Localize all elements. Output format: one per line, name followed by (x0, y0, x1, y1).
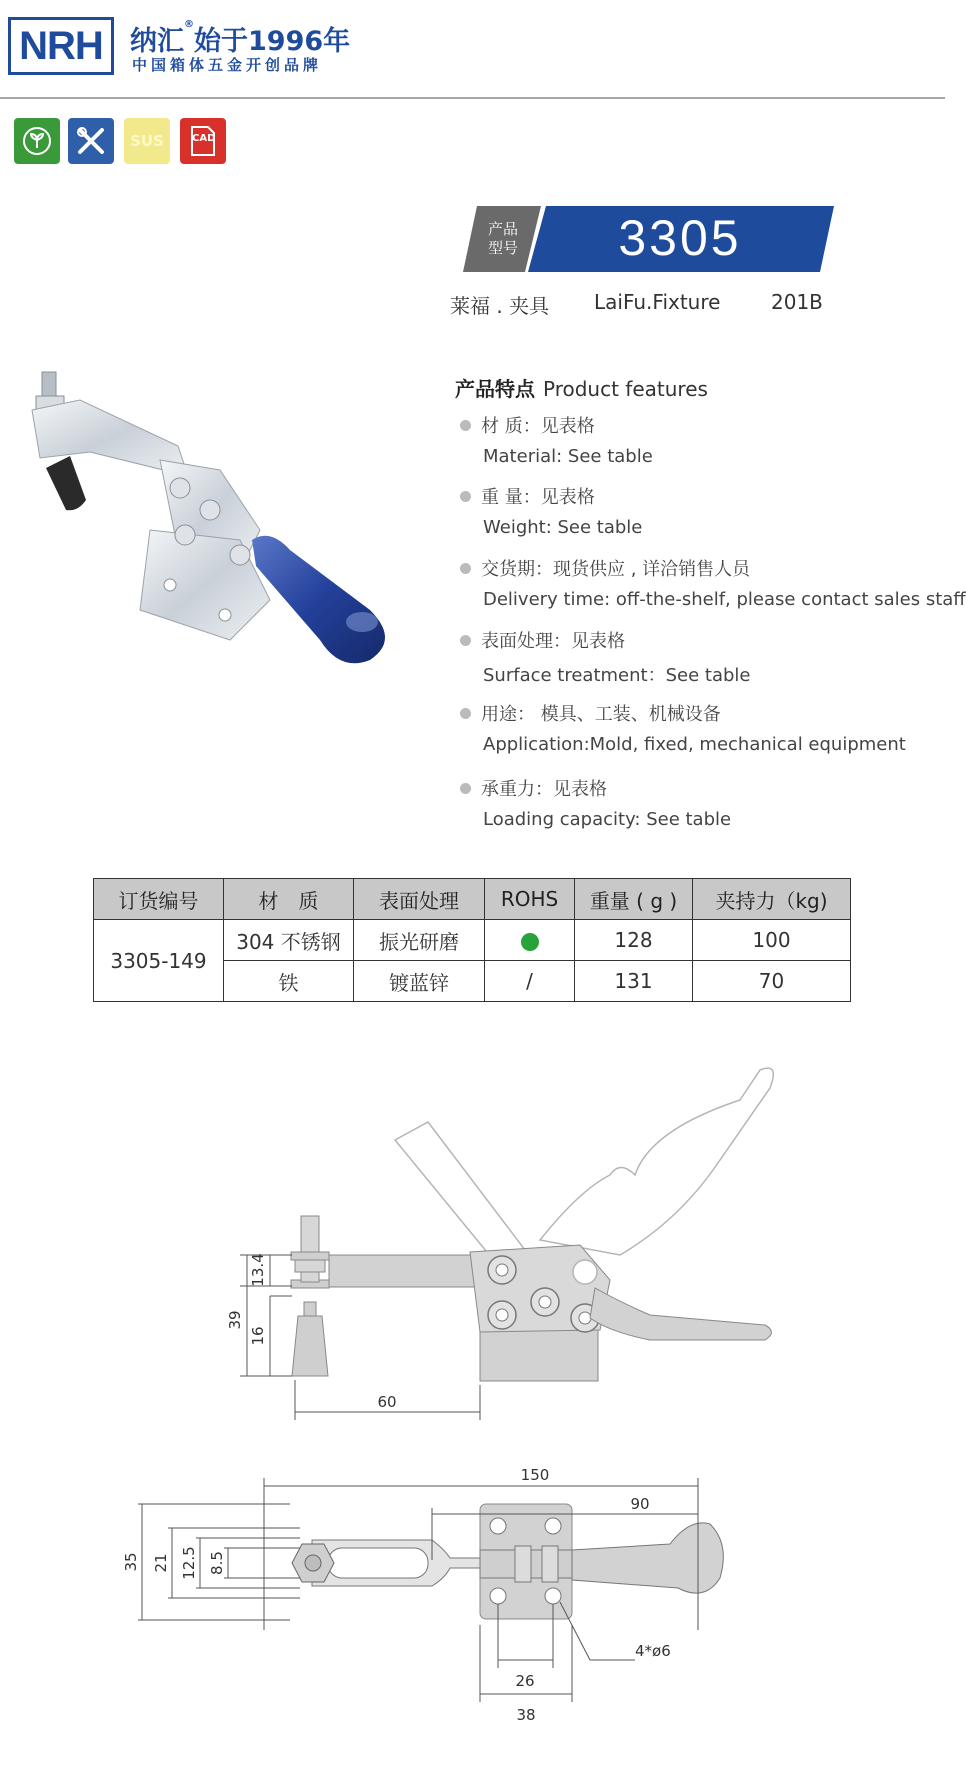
eco-leaf-icon (14, 118, 60, 164)
bullet-icon (460, 635, 471, 646)
dim-8-5: 8.5 (208, 1551, 226, 1575)
dim-38: 38 (516, 1706, 536, 1724)
feature-material: 材 质：见表格 Material: See table (460, 412, 940, 467)
sus-icon: SUS (124, 118, 170, 164)
dim-21: 21 (152, 1553, 170, 1573)
dim-60: 60 (377, 1393, 397, 1411)
dim-39: 39 (226, 1310, 244, 1330)
cell-force: 100 (693, 920, 851, 961)
bullet-icon (460, 491, 471, 502)
rohs-compliant-icon (521, 933, 539, 951)
feature-application: 用途： 模具、工装、机械设备 Application:Mold, fixed, mechanical equipment (460, 700, 940, 755)
cell-order-no: 3305-149 (94, 920, 224, 1002)
spec-table (93, 878, 851, 1002)
cell-surface: 振光研磨 (354, 920, 485, 961)
model-name-cn: 莱福 . 夹具 (450, 294, 550, 318)
cell-rohs (485, 920, 575, 961)
model-number: 3305 (618, 210, 742, 266)
tools-icon (68, 118, 114, 164)
registered-mark: ® (184, 19, 194, 30)
header-divider (0, 97, 945, 99)
dim-12-5: 12.5 (180, 1546, 198, 1580)
cell-weight: 128 (575, 920, 693, 961)
bullet-icon (460, 708, 471, 719)
brand-title (130, 19, 350, 58)
model-code: 201B (771, 290, 823, 314)
cell-weight: 131 (575, 961, 693, 1002)
bullet-icon (460, 783, 471, 794)
brand-slogan: 始于1996年 (194, 26, 351, 57)
cad-file-icon: CAD (180, 118, 226, 164)
header-material: 材 质 (224, 879, 354, 920)
bullet-icon (460, 563, 471, 574)
brand-logo (8, 17, 114, 75)
header-order-no: 订货编号 (94, 879, 224, 920)
dim-35: 35 (122, 1552, 140, 1572)
features-heading-cn: 产品特点 (455, 377, 535, 401)
brand-name: 纳汇 (130, 26, 184, 57)
brand-tagline: 中国箱体五金开创品牌 (132, 56, 323, 74)
cell-surface: 镀蓝锌 (354, 961, 485, 1002)
header-weight: 重量 ( g ) (575, 879, 693, 920)
dim-150: 150 (520, 1466, 550, 1484)
cell-rohs: / (485, 961, 575, 1002)
cell-material: 304 不锈钢 (224, 920, 354, 961)
feature-loading: 承重力：见表格 Loading capacity: See table (460, 775, 940, 830)
table-header-row (94, 879, 851, 920)
header-surface: 表面处理 (354, 879, 485, 920)
bullet-icon (460, 420, 471, 431)
header-force: 夹持力（kg) (693, 879, 851, 920)
logo-text: NRH (19, 23, 103, 68)
dim-hole: 4*ø6 (635, 1642, 671, 1660)
top-view-drawing (122, 1420, 820, 1775)
cell-force: 70 (693, 961, 851, 1002)
product-photo (20, 360, 440, 720)
dim-90: 90 (630, 1495, 650, 1513)
feature-weight: 重 量：见表格 Weight: See table (460, 483, 940, 538)
cell-material: 铁 (224, 961, 354, 1002)
header-rohs: ROHS (485, 879, 575, 920)
model-label: 产品 型号 (487, 220, 518, 257)
feature-delivery: 交货期：现货供应 , 详洽销售人员 Delivery time: off-the-shelf, please contact sales staff (460, 555, 940, 610)
side-view-drawing (180, 1040, 820, 1420)
feature-surface: 表面处理：见表格 Surface treatment：See table (460, 627, 940, 687)
dim-16: 16 (249, 1326, 267, 1346)
features-heading-en: Product features (543, 377, 708, 401)
dim-13-4: 13.4 (249, 1253, 267, 1287)
table-row (94, 920, 851, 961)
features-heading (455, 373, 708, 402)
dim-26: 26 (515, 1672, 535, 1690)
model-name-en: LaiFu.Fixture (594, 290, 721, 314)
